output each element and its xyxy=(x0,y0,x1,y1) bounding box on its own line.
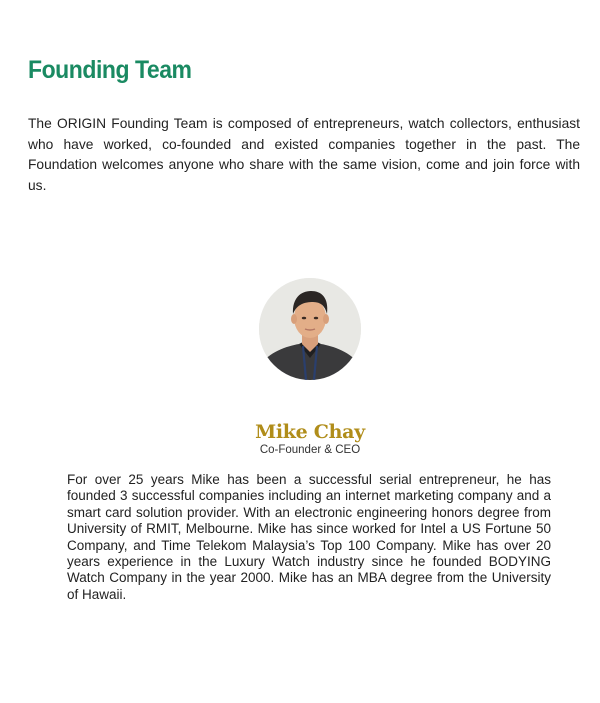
page-title: Founding Team xyxy=(28,56,192,84)
member-bio: For over 25 years Mike has been a successful serial entrepreneur, he has founded 3 successful companies including an internet marketing company and a smart card solution provider. With an electronic engineering honors degree from University of RMIT, Melbourne. Mike has since worked for Intel a US Fortune 50 Company, and Time Telekom Malaysia’s Top 100 Company. Mike has over 20 years experience in the Luxury Watch industry since he founded BODYING Watch Company in the year 2000. Mike has an MBA degree from the University of Hawaii. xyxy=(67,472,551,602)
avatar xyxy=(259,278,361,380)
person-portrait-icon xyxy=(259,278,361,380)
member-role: Co-Founder & CEO xyxy=(259,444,361,456)
intro-paragraph: The ORIGIN Founding Team is composed of entrepreneurs, watch collectors, enthusiast who have worked, co-founded and existed companies together in the past. The Foundation welcomes anyone who share with the same vision, come and join force with us. xyxy=(28,116,580,193)
member-name: Mike Chay xyxy=(255,421,365,443)
